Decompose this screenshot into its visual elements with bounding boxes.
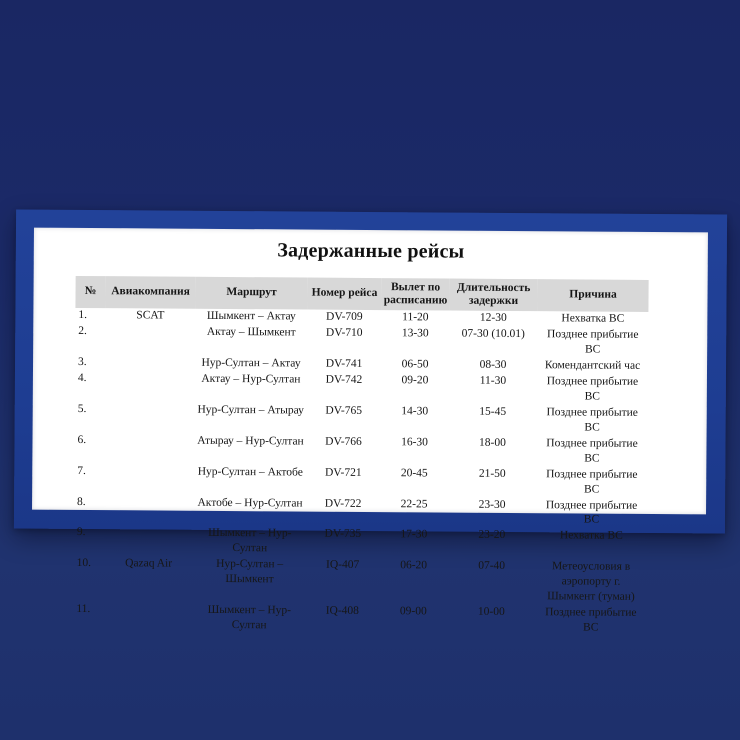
page-title: Задержанные рейсы bbox=[277, 239, 465, 263]
table-cell: 07-40 bbox=[478, 560, 506, 573]
table-row bbox=[74, 525, 647, 560]
table-row bbox=[74, 494, 647, 529]
table-cell bbox=[104, 494, 194, 526]
table-cell: 18-00 bbox=[479, 436, 506, 449]
table-cell: Qazaq Air bbox=[125, 557, 173, 570]
table-cell: Актау – Нур-Султан bbox=[201, 372, 301, 386]
table-cell: 1. bbox=[78, 309, 88, 322]
table-cell: Позднее прибытие ВС bbox=[546, 467, 638, 496]
table-row bbox=[73, 556, 646, 606]
table-cell: 15-45 bbox=[479, 405, 507, 418]
table-cell: Нур-Султан – Атырау bbox=[197, 403, 304, 417]
table-cell: 16-30 bbox=[401, 435, 428, 449]
table-cell: Позднее прибытие ВС bbox=[546, 406, 638, 434]
table-cell: DV-710 bbox=[325, 326, 363, 340]
table-cell: 2. bbox=[78, 325, 87, 338]
table-cell: 10. bbox=[76, 557, 92, 570]
table-cell bbox=[105, 355, 195, 372]
column-header: Длительность задержки bbox=[449, 279, 537, 311]
table-cell: 11-20 bbox=[402, 311, 429, 324]
table-cell: SCAT bbox=[136, 309, 165, 322]
table-cell: 11. bbox=[76, 603, 91, 616]
table-cell: 06-50 bbox=[401, 358, 429, 371]
column-header: Авиакомпания bbox=[105, 276, 195, 308]
table-cell: 12-30 bbox=[479, 312, 507, 325]
table-cell bbox=[104, 432, 194, 464]
table-cell: 20-45 bbox=[400, 466, 428, 480]
table-cell: 11-30 bbox=[479, 374, 507, 387]
table-cell: DV-741 bbox=[325, 357, 363, 371]
table-cell: Атырау – Нур-Султан bbox=[197, 434, 304, 448]
table-cell: Позднее прибытие ВС bbox=[547, 328, 639, 356]
table-header bbox=[75, 276, 648, 312]
table-cell: 23-30 bbox=[478, 498, 506, 511]
table-cell: Нур-Султан – Актобе bbox=[197, 465, 303, 479]
table-cell: Комендантский час bbox=[544, 359, 641, 372]
table-cell: DV-766 bbox=[325, 435, 362, 448]
table-cell: 17-30 bbox=[400, 528, 428, 541]
table-header-row bbox=[75, 276, 648, 312]
table-cell: 7. bbox=[77, 464, 86, 477]
table-row bbox=[75, 401, 648, 436]
table-cell bbox=[104, 525, 194, 557]
table-cell bbox=[104, 463, 194, 495]
table-row bbox=[74, 463, 647, 498]
column-header: Маршрут bbox=[195, 277, 307, 310]
delayed-flights-table bbox=[73, 276, 648, 636]
table-cell: Шымкент – Актау bbox=[206, 310, 296, 323]
table-cell: 21-50 bbox=[478, 467, 506, 480]
table-cell: 23-20 bbox=[478, 529, 506, 542]
table-cell: Актобе – Нур-Султан bbox=[197, 496, 303, 510]
table-cell: 3. bbox=[78, 356, 87, 369]
table-cell: Позднее прибытие ВС bbox=[545, 498, 638, 527]
table-body bbox=[73, 308, 648, 637]
table-cell: DV-765 bbox=[325, 404, 363, 417]
table-cell: Нехватка ВС bbox=[559, 529, 623, 543]
table-cell: 13-30 bbox=[401, 327, 429, 340]
table-cell bbox=[105, 324, 195, 356]
table-cell: 09-00 bbox=[399, 605, 427, 618]
column-header: Вылет по расписанию bbox=[381, 278, 449, 310]
table-cell: DV-735 bbox=[324, 528, 362, 541]
table-cell: 08-30 bbox=[479, 358, 507, 372]
document-frame bbox=[14, 210, 727, 634]
column-header: Причина bbox=[537, 279, 648, 312]
table-row bbox=[74, 432, 647, 467]
table-cell: DV-722 bbox=[324, 497, 362, 510]
table-cell: 9. bbox=[76, 526, 86, 539]
table-cell: Позднее прибытие ВС bbox=[546, 436, 638, 465]
table-cell: 5. bbox=[77, 402, 87, 415]
table-cell bbox=[105, 371, 195, 403]
table-cell: Актау – Шымкент bbox=[206, 326, 296, 339]
table-cell: Нур-Султан – Актау bbox=[201, 356, 301, 370]
table-cell: 6. bbox=[77, 433, 87, 446]
table-cell: 10-00 bbox=[477, 605, 505, 619]
table-cell: Позднее прибытие ВС bbox=[545, 606, 637, 634]
table-cell: Позднее прибытие ВС bbox=[546, 375, 639, 403]
table-cell: 22-25 bbox=[400, 497, 428, 510]
table-cell: DV-742 bbox=[325, 373, 363, 386]
column-header: Номер рейса bbox=[307, 278, 381, 310]
table-cell: 8. bbox=[77, 495, 86, 508]
table-cell: Шымкент – Нур-Султан bbox=[207, 603, 292, 632]
table-cell: IQ-408 bbox=[325, 604, 359, 617]
table-cell: Метеоусловия в аэропорту г. Шымкент (туман) bbox=[547, 560, 635, 603]
table-row bbox=[75, 324, 648, 359]
table-cell: Нехватка ВС bbox=[561, 312, 625, 326]
table-cell: Шымкент – Нур-Султан bbox=[208, 527, 292, 555]
table-cell: 07-30 (10.01) bbox=[461, 327, 525, 341]
table-cell: IQ-407 bbox=[325, 558, 360, 572]
column-header: № bbox=[75, 276, 105, 308]
table-cell: 09-20 bbox=[401, 374, 429, 387]
table-cell: DV-721 bbox=[324, 466, 362, 479]
table-cell bbox=[105, 402, 195, 434]
table-cell bbox=[103, 602, 193, 634]
table-cell: 06-20 bbox=[400, 559, 428, 572]
table-cell: DV-709 bbox=[326, 310, 363, 324]
table-row bbox=[75, 370, 648, 405]
table-cell: Нур-Султан – Шымкент bbox=[216, 558, 284, 586]
table-row bbox=[73, 601, 646, 636]
table-cell: 4. bbox=[77, 371, 87, 385]
document-card bbox=[32, 228, 708, 634]
table-cell: 14-30 bbox=[401, 405, 429, 418]
